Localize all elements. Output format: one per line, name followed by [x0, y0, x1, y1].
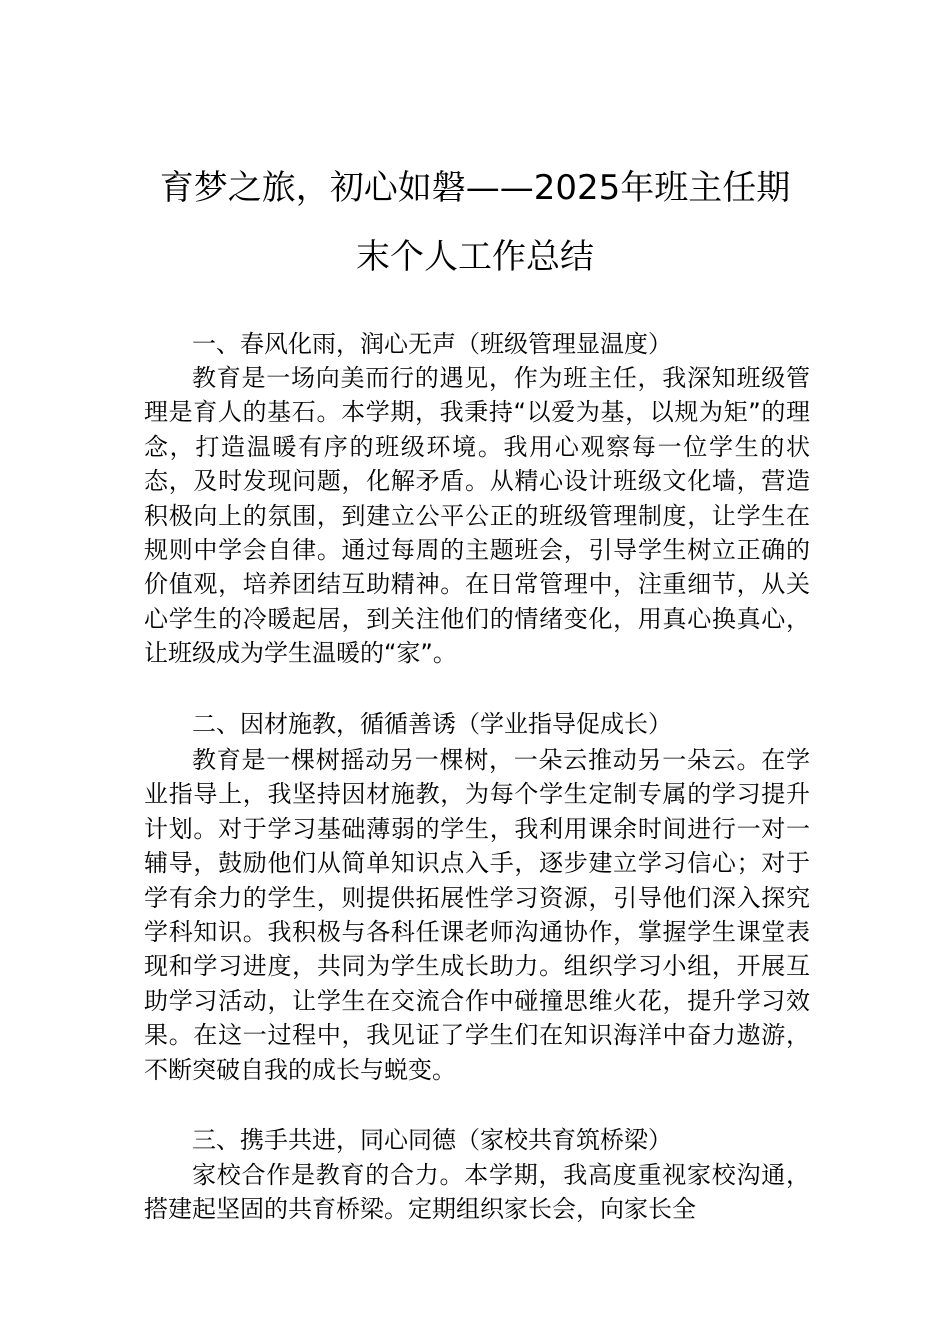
section-2-heading: 二、因材施教，循循善诱（学业指导促成长） — [192, 710, 672, 738]
document-title-line-1: 育梦之旅，初心如磐——2025年班主任期 — [159, 168, 791, 208]
document-title-line-2: 末个人工作总结 — [356, 237, 594, 277]
section-1-heading: 一、春风化雨，润心无声（班级管理显温度） — [192, 330, 672, 358]
section-1-paragraph: 教育是一场向美而行的遇见，作为班主任，我深知班级管理是育人的基石。本学期，我秉持“以爱为基，以规为矩”的理念，打造温暖有序的班级环境。我用心观察每一位学生的状态，及时发现问题，化解矛盾。从精心设计班级文化墙，营造积极向上的氛围，到建立公平公正的班级管理制度，让学生在规则中学会自律。通过每周的主题班会，引导学生树立正确的价值观，培养团结互助精神。在日常管理中，注重细节，从关心学生的冷暖起居，到关注他们的情绪变化，用真心换真心，让班级成为学生温暖的“家”。 — [144, 364, 810, 668]
section-3-heading: 三、携手共进，同心同德（家校共育筑桥梁） — [192, 1126, 672, 1154]
section-3-paragraph: 家校合作是教育的合力。本学期，我高度重视家校沟通，搭建起坚固的共育桥梁。定期组织家长会，向家长全 — [144, 1161, 810, 1224]
section-2-paragraph: 教育是一棵树摇动另一棵树，一朵云推动另一朵云。在学业指导上，我坚持因材施教，为每个学生定制专属的学习提升计划。对于学习基础薄弱的学生，我利用课余时间进行一对一辅导，鼓励他们从简单知识点入手，逐步建立学习信心；对于学有余力的学生，则提供拓展性学习资源，引导他们深入探究学科知识。我积极与各科任课老师沟通协作，掌握学生课堂表现和学习进度，共同为学生成长助力。组织学习小组，开展互助学习活动，让学生在交流合作中碰撞思维火花，提升学习效果。在这一过程中，我见证了学生们在知识海洋中奋力遨游，不断突破自我的成长与蜕变。 — [144, 746, 810, 1084]
